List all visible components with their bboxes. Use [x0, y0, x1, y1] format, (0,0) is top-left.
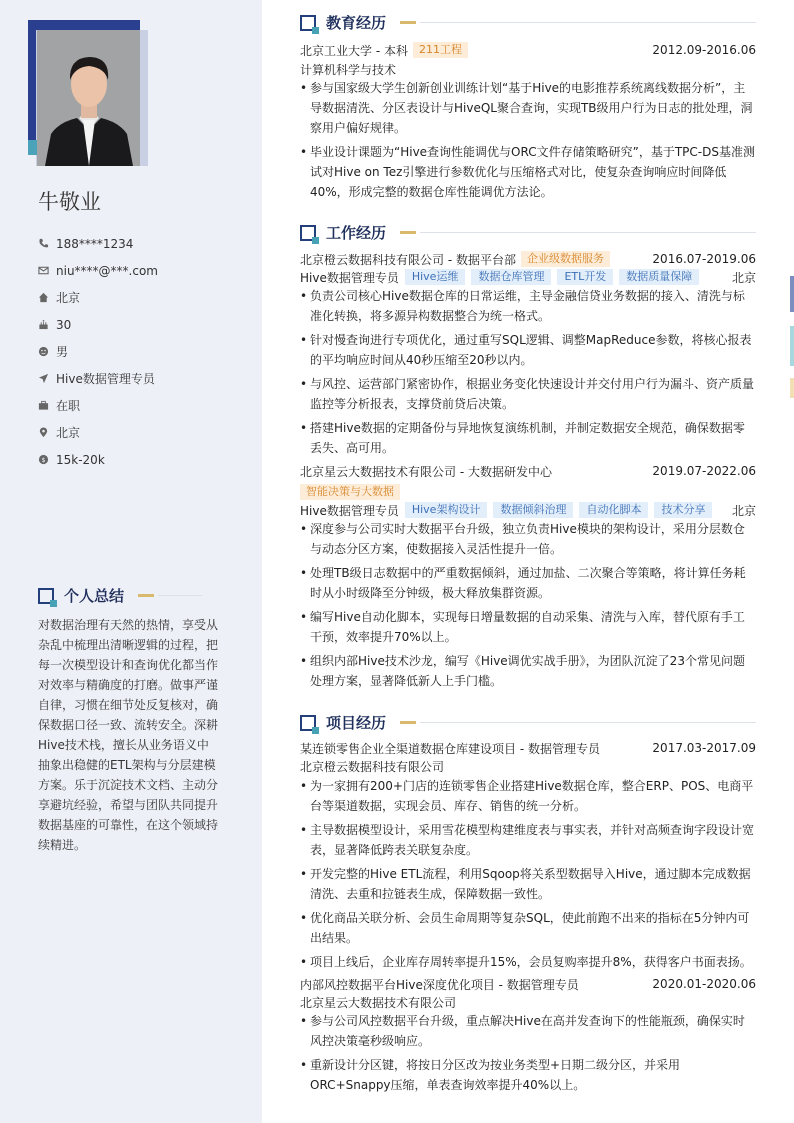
list-item: • 重新设计分区键，将按日分区改为按业务类型+日期二级分区，并采用ORC+Snappy压缩，单表查询效率提升40%以上。: [300, 1055, 756, 1095]
job-company: 北京橙云数据科技有限公司 - 数据平台部: [300, 252, 516, 267]
skill-tag: 自动化脚本: [579, 502, 648, 518]
heading-accent-bar: [138, 594, 154, 597]
project-period: 2017.03-2017.09: [652, 741, 756, 755]
project-period: 2020.01-2020.06: [652, 977, 756, 991]
projects-title: 项目经历: [326, 714, 387, 732]
job-company: 北京星云大数据技术有限公司 - 大数据研发中心: [300, 464, 552, 479]
job-role-row: [300, 268, 756, 286]
education-bullets: [300, 78, 756, 206]
list-item: • 优化商品关联分析、会员生命周期等复杂SQL，使此前跑不出来的指标在5分钟内可出结果。: [300, 908, 756, 948]
position-text: Hive数据管理专员: [56, 372, 155, 386]
section-square-icon: [300, 715, 316, 731]
edge-accent: [790, 326, 794, 366]
phone-icon: [38, 238, 49, 249]
heading-divider: [158, 595, 202, 596]
project-header: [300, 975, 756, 993]
job-bullets: [300, 286, 756, 462]
home-text: 北京: [56, 291, 81, 305]
heading-divider: [420, 232, 756, 233]
age-icon: [38, 319, 49, 330]
info-phone: [38, 230, 158, 257]
location-icon: [38, 427, 49, 438]
project-name: 内部风控数据平台Hive深度优化项目 - 数据管理专员: [300, 977, 579, 992]
list-item: • 编写Hive自动化脚本，实现每日增量数据的自动采集、清洗与入库，替代原有手工干预，效率提升70%以上。: [300, 607, 756, 647]
skill-tag: 数据倾斜治理: [493, 502, 573, 518]
list-item: • 负责公司核心Hive数据仓库的日常运维，主导金融信贷业务数据的接入、清洗与标准化转换，将多源异构数据整合为统一格式。: [300, 286, 756, 326]
list-item: • 毕业设计课题为“Hive查询性能调优与ORC文件存储策略研究”，基于TPC-DS基准测试对Hive on Tez引擎进行参数优化与压缩格式对比，使复杂查询响应时间降低40%，形成完整的数据仓库性能调优方法论。: [300, 142, 756, 202]
info-gender: [38, 338, 158, 365]
avatar: [37, 30, 140, 166]
section-square-icon: [300, 225, 316, 241]
email-text: niu****@***.com: [56, 263, 158, 278]
job-header: [300, 462, 756, 480]
location-text: 北京: [56, 426, 81, 440]
job-tag-row: [300, 483, 756, 501]
project-company-row: [300, 993, 756, 1011]
school-name: 北京工业大学 - 本科: [300, 43, 408, 58]
project-header: [300, 739, 756, 757]
job-header: [300, 250, 756, 268]
skill-tag: Hive架构设计: [405, 502, 488, 518]
list-item: • 参与国家级大学生创新创业训练计划“基于Hive的电影推荐系统离线数据分析”，主导数据清洗、分区表设计与HiveQL聚合查询，实现TB级用户行为日志的批处理，洞察用户偏好规律。: [300, 78, 756, 138]
edge-accent: [790, 378, 794, 398]
info-email: [38, 257, 158, 284]
job-period: 2016.07-2019.06: [652, 252, 756, 266]
job-role: Hive数据管理专员: [300, 503, 399, 518]
info-status: [38, 392, 158, 419]
work-title: 工作经历: [326, 224, 387, 242]
heading-divider: [420, 722, 756, 723]
heading-accent-bar: [400, 21, 416, 24]
list-item: • 主导数据模型设计，采用雪花模型构建维度表与事实表，并针对高频查询字段设计宽表，显著降低跨表关联复杂度。: [300, 820, 756, 860]
skill-tag: 数据质量保障: [619, 269, 699, 285]
briefcase-icon: [38, 400, 49, 411]
section-square-icon: [300, 15, 316, 31]
list-item: • 搭建Hive数据的定期备份与异地恢复演练机制，并制定数据安全规范，确保数据零丢失、高可用。: [300, 418, 756, 458]
contact-info-list: [38, 230, 158, 473]
job-role-row: [300, 501, 756, 519]
heading-accent-bar: [400, 231, 416, 234]
skill-tag: Hive运维: [405, 269, 466, 285]
skill-tag: 数据仓库管理: [471, 269, 551, 285]
project-company-row: [300, 757, 756, 775]
list-item: • 处理TB级日志数据中的严重数据倾斜，通过加盐、二次聚合等策略，将计算任务耗时从小时级降至分钟级，极大释放集群资源。: [300, 563, 756, 603]
person-name: 牛敬业: [38, 190, 101, 214]
summary-title: 个人总结: [64, 587, 125, 605]
list-item: • 为一家拥有200+门店的连锁零售企业搭建Hive数据仓库，整合ERP、POS、电商平台等渠道数据，实现会员、库存、销售的统一分析。: [300, 776, 756, 816]
summary-text: 对数据治理有天然的热情，享受从杂乱中梳理出清晰逻辑的过程，把每一次模型设计和查询优化都当作对效率与精确度的打磨。做事严谨自律，习惯在细节处反复核对，确保数据口径一致、流转安全。深耕Hive技术栈，擅长从业务语义中抽象出稳健的ETL架构与分层建模方案。乐于沉淀技术文档、主动分享避坑经验，希望与团队共同提升数据基座的可靠性，在这个领域持续精进。: [38, 618, 219, 852]
job-city: 北京: [731, 503, 756, 518]
project-bullets: [300, 776, 756, 976]
avatar-frame: [28, 20, 148, 166]
status-text: 在职: [56, 399, 81, 413]
info-location: [38, 419, 158, 446]
summary-heading: [38, 585, 202, 606]
project-bullets: [300, 1011, 756, 1099]
salary-text: 15k-20k: [56, 452, 105, 467]
major: 计算机科学与技术: [300, 62, 397, 77]
project-name: 某连锁零售企业全渠道数据仓库建设项目 - 数据管理专员: [300, 741, 600, 756]
list-item: • 项目上线后，企业库存周转率提升15%，会员复购率提升8%，获得客户书面表扬。: [300, 952, 756, 972]
skill-tag: 技术分享: [654, 502, 712, 518]
info-age: [38, 311, 158, 338]
heading-divider: [420, 22, 756, 23]
list-item: • 参与公司风控数据平台升级，重点解决Hive在高并发查询下的性能瓶颈，确保实时风控决策毫秒级响应。: [300, 1011, 756, 1051]
list-item: • 深度参与公司实时大数据平台升级，独立负责Hive模块的架构设计，采用分层数仓与动态分区方案，使数据接入灵活性提升一倍。: [300, 519, 756, 559]
list-item: • 开发完整的Hive ETL流程，利用Sqoop将关系型数据导入Hive，通过脚本完成数据清洗、去重和拉链表生成，保障数据一致性。: [300, 864, 756, 904]
age-text: 30: [56, 317, 72, 332]
job-tag: 企业级数据服务: [521, 251, 610, 267]
salary-icon: [38, 454, 49, 465]
job-city: 北京: [731, 270, 756, 285]
job-role: Hive数据管理专员: [300, 270, 399, 285]
work-heading: [300, 222, 756, 243]
job-period: 2019.07-2022.06: [652, 464, 756, 478]
job-bullets: [300, 519, 756, 695]
gender-icon: [38, 346, 49, 357]
list-item: • 针对慢查询进行专项优化，通过重写SQL逻辑、调整MapReduce参数，将核心报表的平均响应时间从40秒压缩至20秒以内。: [300, 330, 756, 370]
info-position: [38, 365, 158, 392]
skill-tag: ETL开发: [557, 269, 613, 285]
projects-heading: [300, 712, 756, 733]
phone-text: 188****1234: [56, 236, 134, 251]
send-icon: [38, 373, 49, 384]
svg-text:$: $: [41, 455, 46, 464]
project-company: 北京橙云数据科技有限公司: [300, 759, 445, 774]
section-square-icon: [38, 588, 54, 604]
major-row: [300, 60, 756, 78]
sidebar: [0, 0, 262, 1123]
education-heading: [300, 12, 756, 33]
edge-accent: [790, 276, 794, 312]
info-salary: [38, 446, 158, 473]
list-item: • 与风控、运营部门紧密协作，根据业务变化快速设计并交付用户行为漏斗、资产质量监控等分析报表，支撑贷前贷后决策。: [300, 374, 756, 414]
education-title: 教育经历: [326, 14, 387, 32]
list-item: • 组织内部Hive技术沙龙，编写《Hive调优实战手册》，为团队沉淀了23个常见问题处理方案，显著降低新人上手门槛。: [300, 651, 756, 691]
job-tag: 智能决策与大数据: [300, 484, 400, 500]
info-home: [38, 284, 158, 311]
project-company: 北京星云大数据技术有限公司: [300, 995, 457, 1010]
education-period: 2012.09-2016.06: [652, 43, 756, 57]
gender-text: 男: [56, 345, 69, 359]
heading-accent-bar: [400, 721, 416, 724]
education-row: [300, 41, 756, 59]
home-icon: [38, 292, 49, 303]
school-tag: 211工程: [413, 42, 468, 58]
email-icon: [38, 265, 49, 276]
